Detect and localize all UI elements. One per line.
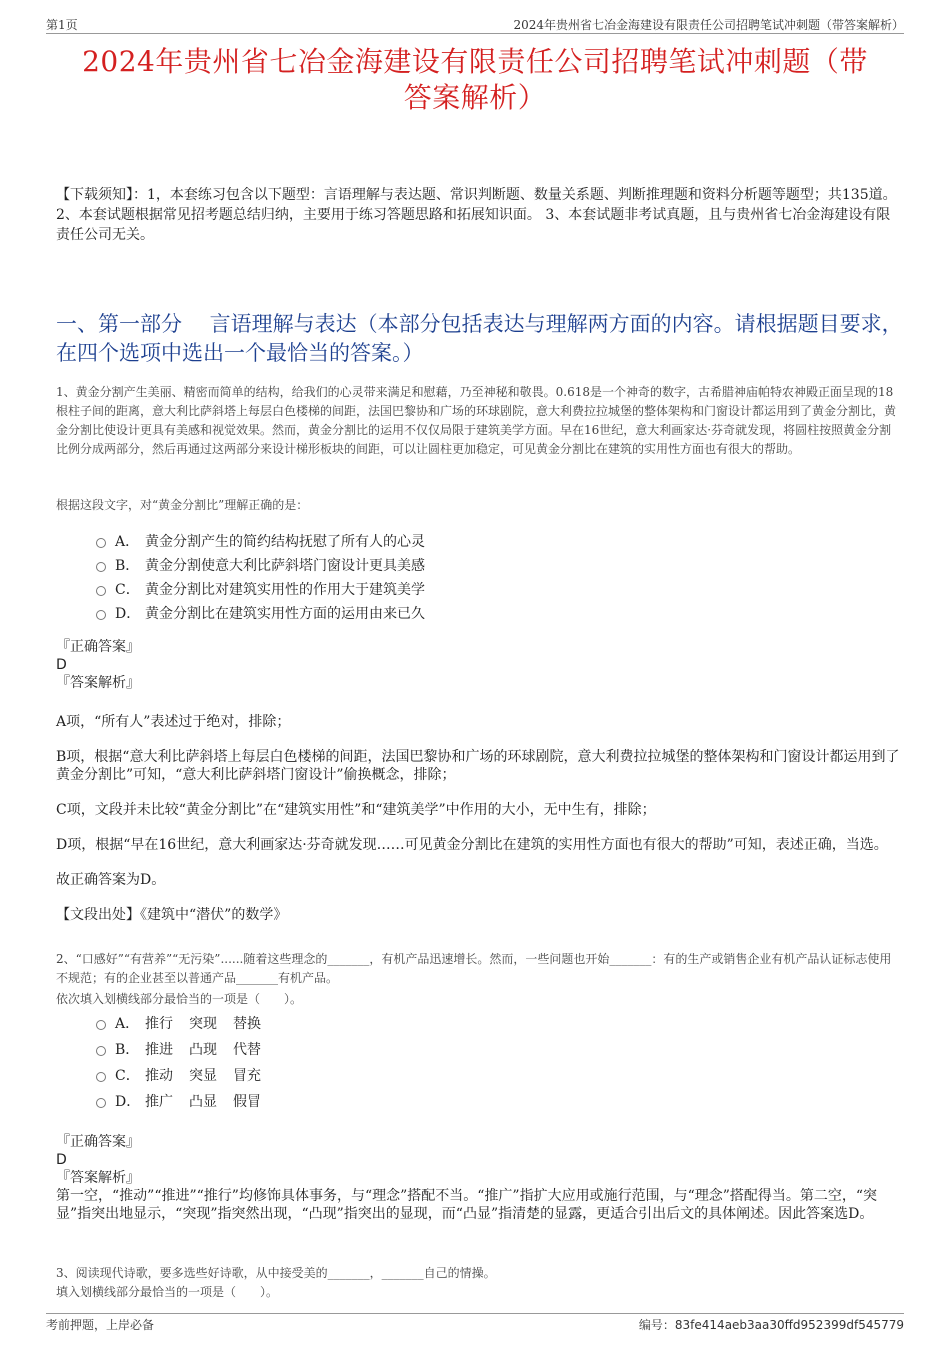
code-label: 编号：: [638, 1318, 675, 1332]
option-word-1: 推动: [145, 1068, 173, 1084]
option-word-3: 代替: [233, 1042, 261, 1058]
option-word-2: 凸显: [189, 1094, 217, 1110]
option-word-1: 推进: [145, 1042, 173, 1058]
option-d[interactable]: [96, 601, 425, 625]
question-2-stem: 依次填入划横线部分最恰当的一项是（ ）。: [56, 992, 303, 1006]
option-text: 黄金分割使意大利比萨斜塔门窗设计更具美感: [145, 558, 425, 574]
question-1-options: [96, 529, 425, 625]
question-1-stem: 根据这段文字，对“黄金分割比”理解正确的是：: [56, 498, 309, 512]
source-citation: 【文段出处】《建筑中“潜伏”的数学》: [56, 907, 288, 923]
analysis-item: B项，根据“意大利比萨斜塔上每层白色楼梯的间距，法国巴黎协和广场的环球剧院，意大利费拉拉城堡的整体架构和门窗设计都运用到了黄金分割比”可知，“意大利比萨斜塔门窗设计”偷换概念，排除；: [56, 749, 900, 783]
option-word-3: 替换: [233, 1016, 261, 1032]
analysis-item: 故正确答案为D。: [56, 872, 166, 888]
option-b[interactable]: [96, 553, 425, 577]
radio-icon[interactable]: [96, 1072, 106, 1082]
page-header: [46, 14, 904, 34]
analysis-item: A项，“所有人”表述过于绝对，排除；: [56, 714, 291, 730]
title-line-1: 2024年贵州省七冶金海建设有限责任公司招聘笔试冲刺题（带: [82, 45, 868, 78]
option-a[interactable]: [96, 529, 425, 553]
option-letter: D．: [115, 1094, 141, 1110]
option-a[interactable]: [96, 1010, 277, 1036]
question-1-analysis: [56, 713, 904, 941]
answer-value: D: [56, 1152, 67, 1168]
radio-icon[interactable]: [96, 586, 106, 596]
document-title: [46, 44, 904, 116]
answer-value: D: [56, 657, 67, 673]
page-footer: [46, 1313, 904, 1333]
option-letter: C．: [115, 1068, 140, 1084]
option-text: 黄金分割产生的简约结构抚慰了所有人的心灵: [145, 534, 425, 550]
option-text: 黄金分割比在建筑实用性方面的运用由来已久: [145, 606, 425, 622]
option-letter: D．: [115, 606, 141, 622]
option-c[interactable]: [96, 577, 425, 601]
analysis-text: 第一空，“推动”“推进”“推行”均修饰具体事务，与“理念”搭配不当。“推广”指扩大应用或施行范围，与“理念”搭配得当。第二空，“突显”指突出地显示，“突现”指突然出现，“凸现”指突出的显现，而“凸显”指清楚的显露，更适合引出后文的具体阐述。因此答案选D。: [56, 1188, 878, 1222]
page-number: 第1页: [46, 18, 78, 32]
answer-label: 『正确答案』: [56, 639, 140, 655]
answer-label: 『正确答案』: [56, 1134, 140, 1150]
question-2-answer: [56, 1133, 904, 1223]
question-2-options: [96, 1010, 277, 1114]
option-b[interactable]: [96, 1036, 277, 1062]
question-1-answer: [56, 638, 904, 692]
question-2-passage: 2、“口感好”“有营养”“无污染”......随着这些理念的_______，有机产品迅速增长。然而，一些问题也开始_______：有的生产或销售企业有机产品认证标志使用不规范；有的企业甚至以普通产品_______有机产品。: [56, 952, 892, 985]
option-word-3: 冒充: [233, 1068, 261, 1084]
radio-icon[interactable]: [96, 610, 106, 620]
analysis-item: C项，文段并未比较“黄金分割比”在“建筑实用性”和“建筑美学”中作用的大小，无中生有，排除；: [56, 802, 656, 818]
option-word-3: 假冒: [233, 1094, 261, 1110]
option-word-1: 推广: [145, 1094, 173, 1110]
download-notice: 【下载须知】：1，本套练习包含以下题型：言语理解与表达题、常识判断题、数量关系题、判断推理题和资料分析题等题型；共135道。 2、本套试题根据常见招考题总结归纳，主要用于练习答题思路和拓展知识面。 3、本套试题非考试真题，且与贵州省七冶金海建设有限责任公司无关。: [56, 187, 897, 243]
title-line-2: 答案解析）: [403, 81, 547, 114]
section-title: 一、第一部分 言语理解与表达（本部分包括表达与理解两方面的内容。请根据题目要求，在四个选项中选出一个最恰当的答案。）: [56, 312, 903, 365]
analysis-label: 『答案解析』: [56, 1170, 140, 1186]
option-text: 黄金分割比对建筑实用性的作用大于建筑美学: [145, 582, 425, 598]
option-c[interactable]: [96, 1062, 277, 1088]
radio-icon[interactable]: [96, 538, 106, 548]
radio-icon[interactable]: [96, 562, 106, 572]
radio-icon[interactable]: [96, 1098, 106, 1108]
option-word-2: 凸现: [189, 1042, 217, 1058]
option-letter: B．: [115, 558, 140, 574]
radio-icon[interactable]: [96, 1020, 106, 1030]
analysis-label: 『答案解析』: [56, 675, 140, 691]
option-letter: B．: [115, 1042, 140, 1058]
radio-icon[interactable]: [96, 1046, 106, 1056]
option-letter: C．: [115, 582, 140, 598]
question-3-passage: 3、阅读现代诗歌，要多选些好诗歌，从中接受美的_______，_______自己的情操。: [56, 1266, 496, 1280]
option-d[interactable]: [96, 1088, 277, 1114]
footer-slogan: 考前押题，上岸必备: [46, 1318, 155, 1332]
option-word-2: 突显: [189, 1068, 217, 1084]
code-value: 83fe414aeb3aa30ffd952399df545779: [674, 1318, 904, 1332]
option-letter: A．: [115, 1016, 140, 1032]
option-word-1: 推行: [145, 1016, 173, 1032]
footer-code: [639, 1316, 904, 1333]
header-doc-title: 2024年贵州省七冶金海建设有限责任公司招聘笔试冲刺题（带答案解析）: [513, 18, 904, 32]
option-word-2: 突现: [189, 1016, 217, 1032]
analysis-item: D项，根据“早在16世纪，意大利画家达·芬奇就发现……可见黄金分割比在建筑的实用性方面也有很大的帮助”可知，表述正确，当选。: [56, 837, 888, 853]
option-letter: A．: [115, 534, 140, 550]
question-1-passage: 1、黄金分割产生美丽、精密而简单的结构，给我们的心灵带来满足和慰藉，乃至神秘和敬畏。0.618是一个神奇的数字，古希腊神庙帕特农神殿正面呈现的18根柱子间的距离，意大利比萨斜塔上每层白色楼梯的间距，法国巴黎协和广场的环球剧院，意大利费拉拉城堡的整体架构和门窗设计都运用到了黄金分割比，黄金分割比使设计更具有美感和视觉效果。然而，黄金分割比的运用不仅仅局限于建筑美学方面。早在16世纪，意大利画家达·芬奇就发现，将圆柱按照黄金分割比例分成两部分，然后再通过这两部分来设计梯形板块的间距，可以让圆柱更加稳定，可见黄金分割比在建筑的实用性方面也有很大的帮助。: [56, 385, 897, 456]
question-3-stem: 填入划横线部分最恰当的一项是（ ）。: [56, 1285, 279, 1299]
